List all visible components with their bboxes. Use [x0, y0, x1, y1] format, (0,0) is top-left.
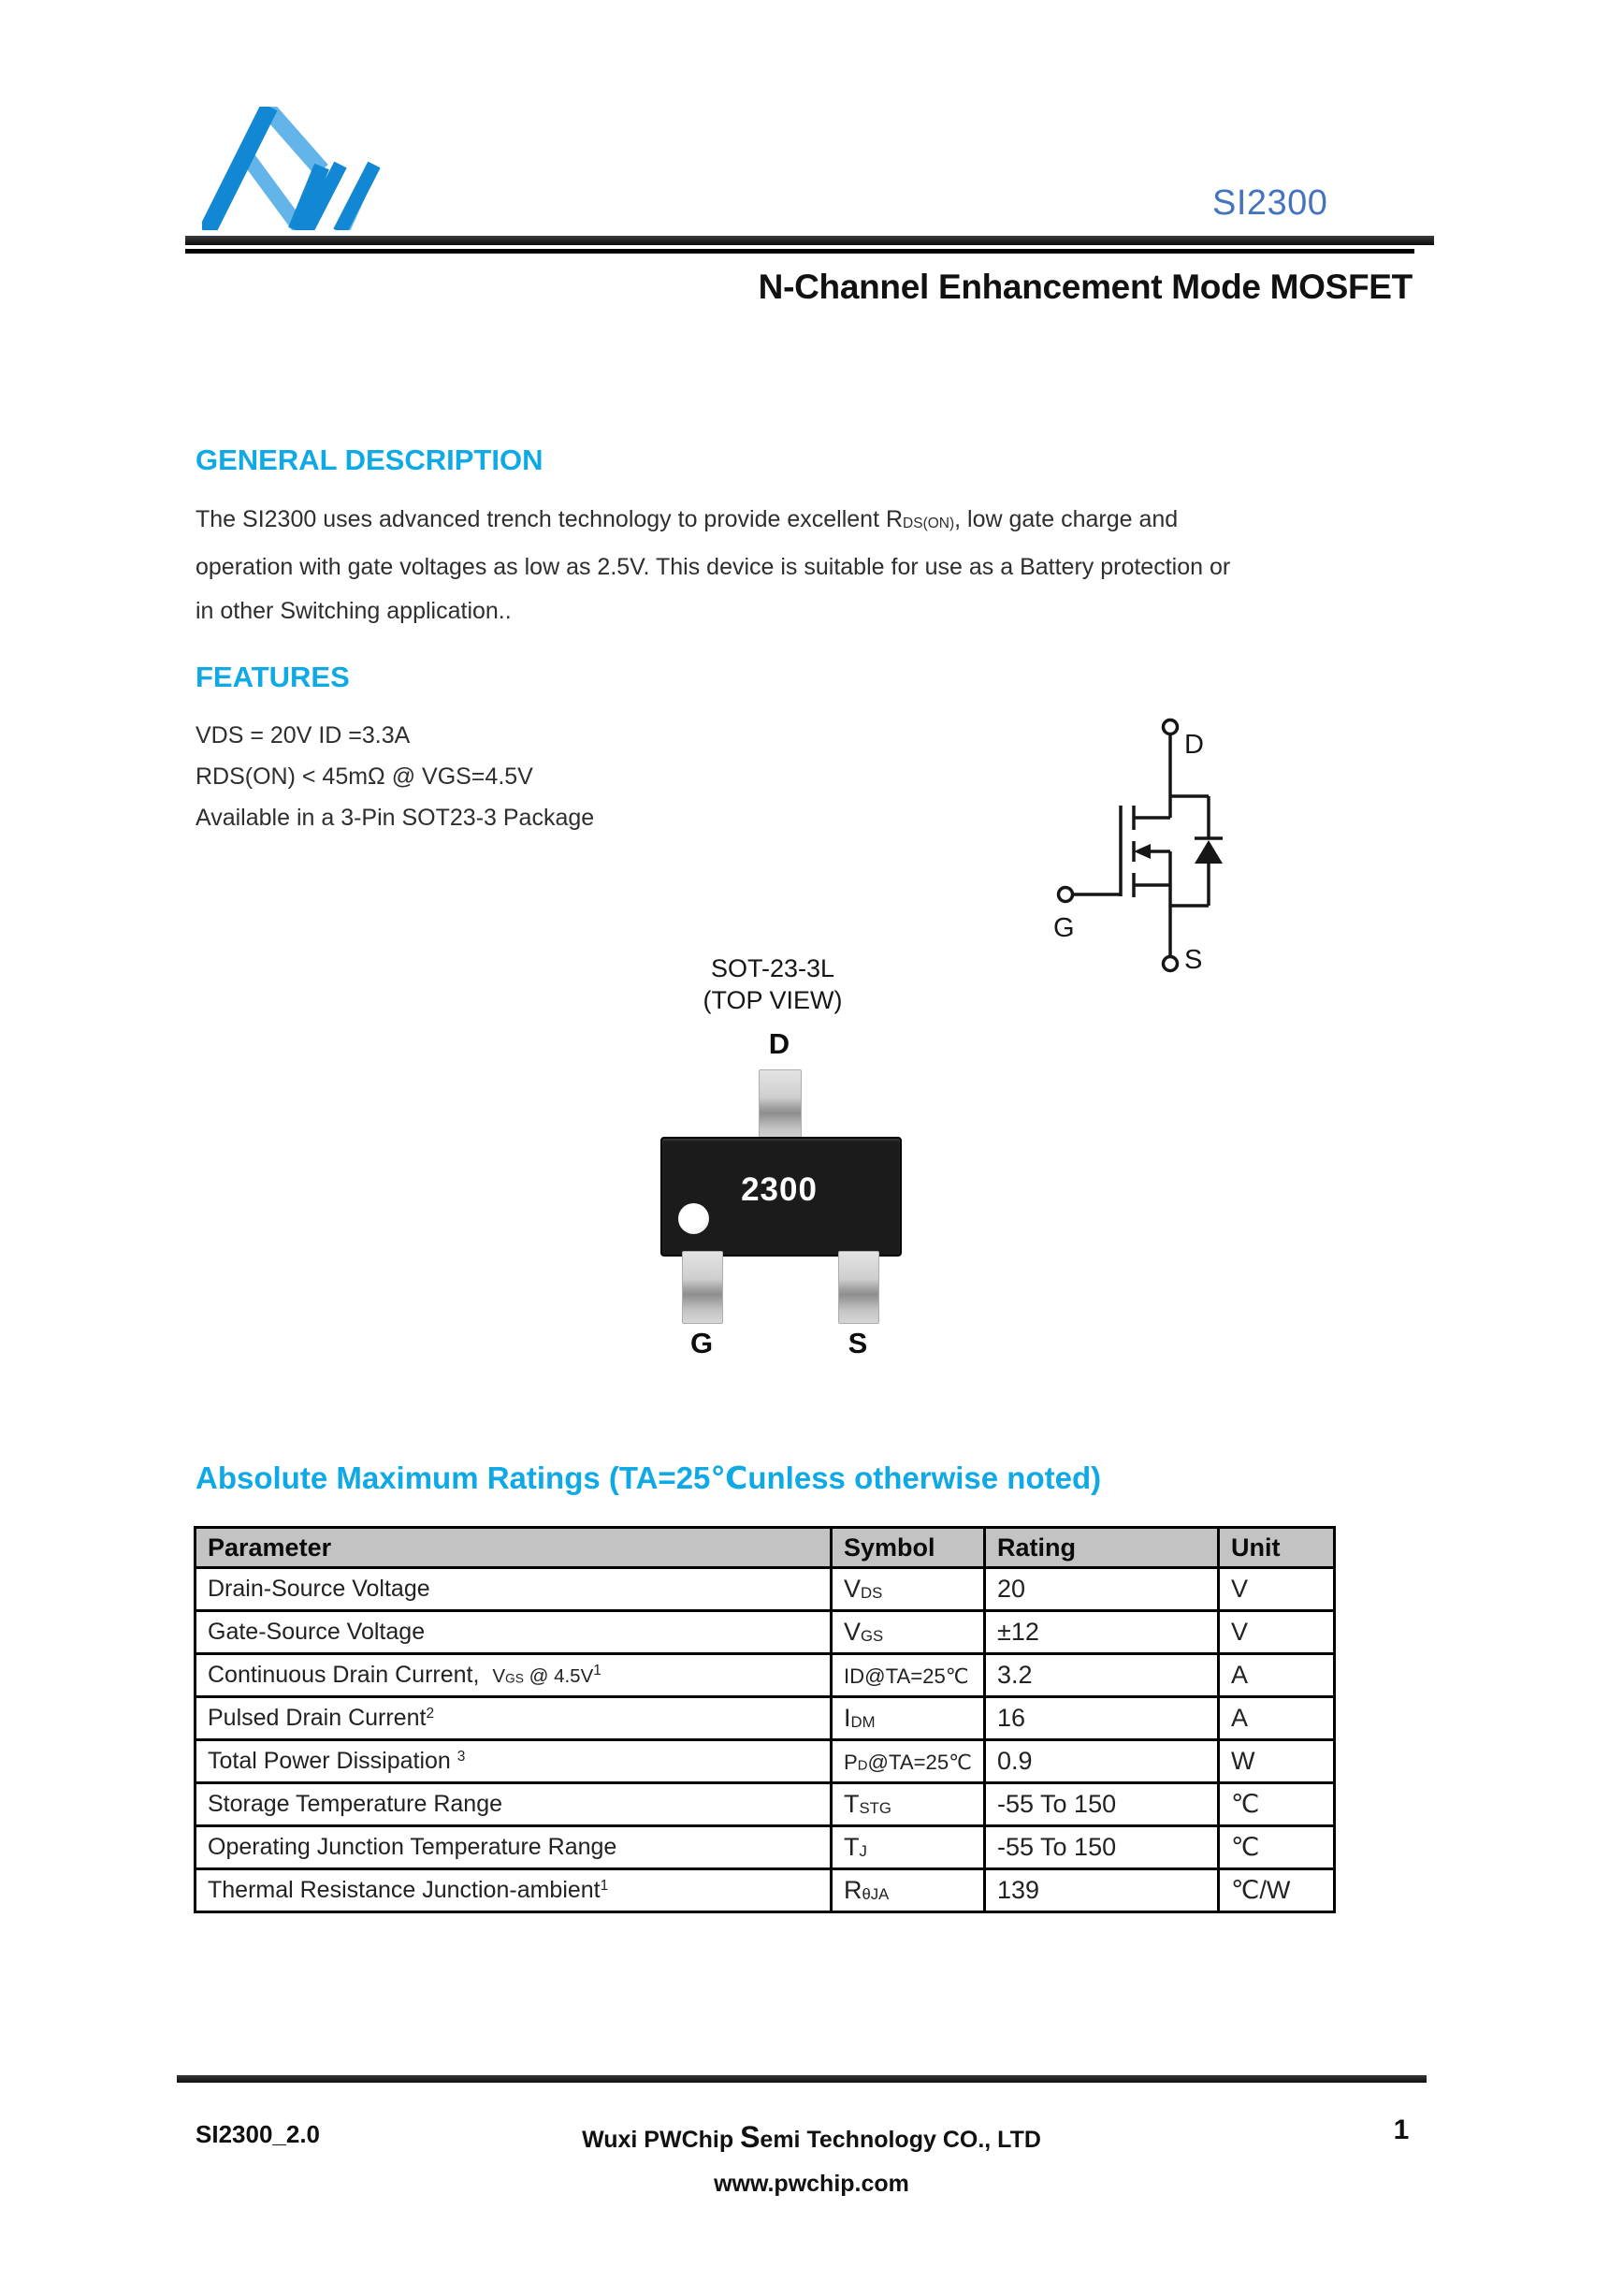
- cell-parameter: Gate-Source Voltage: [196, 1611, 832, 1654]
- description-line-1: The SI2300 uses advanced trench technology to provide excellent RDS(ON), low gate charge and: [196, 506, 1179, 532]
- cell-parameter: Pulsed Drain Current$^2$: [196, 1697, 832, 1740]
- table-row: [196, 1783, 1335, 1826]
- cell-parameter: Total Power Dissipation $^3$: [196, 1740, 832, 1783]
- cell-symbol: PD@TA=25℃: [832, 1740, 985, 1783]
- header-rule-thin: [185, 249, 1414, 254]
- general-description-heading: GENERAL DESCRIPTION: [196, 443, 543, 476]
- cell-rating: 139: [985, 1869, 1219, 1912]
- footer-company: Wuxi PWChip Semi Technology CO., LTD: [582, 2120, 1041, 2154]
- cell-symbol: TSTG: [832, 1783, 985, 1826]
- footer-doc-id: SI2300_2.0: [196, 2120, 321, 2148]
- package-caption: [632, 952, 913, 1016]
- schematic-source-label: S: [1184, 945, 1203, 975]
- package-view: (TOP VIEW): [703, 986, 843, 1014]
- column-header-symbol: Symbol: [832, 1528, 985, 1568]
- feature-item: Available in a 3-Pin SOT23-3 Package: [196, 805, 595, 831]
- column-header-unit: Unit: [1219, 1528, 1335, 1568]
- cell-unit: ℃: [1219, 1783, 1335, 1826]
- package-pin-gate: [682, 1251, 723, 1324]
- package-marking: 2300: [741, 1171, 818, 1208]
- general-description-body: [196, 498, 1230, 633]
- cell-parameter: Drain-Source Voltage: [196, 1568, 832, 1611]
- cell-symbol: VGS: [832, 1611, 985, 1654]
- cell-unit: V: [1219, 1568, 1335, 1611]
- column-header-rating: Rating: [985, 1528, 1219, 1568]
- ratings-table: [194, 1526, 1336, 1913]
- product-code: SI2300: [1212, 183, 1328, 223]
- table-row: [196, 1568, 1335, 1611]
- table-row: [196, 1740, 1335, 1783]
- pwchip-logo: [202, 107, 384, 230]
- table-header-row: [196, 1528, 1335, 1568]
- cell-unit: A: [1219, 1697, 1335, 1740]
- schematic-gate-label: G: [1053, 913, 1075, 943]
- cell-parameter: Operating Junction Temperature Range: [196, 1826, 832, 1869]
- cell-parameter: Storage Temperature Range: [196, 1783, 832, 1826]
- footer-rule: [177, 2075, 1427, 2083]
- cell-rating: 3.2: [985, 1654, 1219, 1697]
- description-line-3: in other Switching application..: [196, 597, 512, 624]
- table-row: [196, 1697, 1335, 1740]
- cell-rating: 16: [985, 1697, 1219, 1740]
- cell-rating: -55 To 150: [985, 1783, 1219, 1826]
- description-line-2: operation with gate voltages as low as 2.5V. This device is suitable for use as a Battery protection or: [196, 553, 1231, 580]
- footer-page-number: 1: [1393, 2114, 1410, 2145]
- header-rule-thick: [185, 236, 1434, 245]
- feature-item: RDS(ON) < 45mΩ @ VGS=4.5V: [196, 763, 533, 790]
- body-diode-icon: [1195, 840, 1223, 864]
- cell-symbol: TJ: [832, 1826, 985, 1869]
- package-pin-drain: [759, 1069, 802, 1142]
- table-row: [196, 1869, 1335, 1912]
- ratings-heading: Absolute Maximum Ratings (TA=25℃unless otherwise noted): [196, 1460, 1102, 1495]
- column-header-parameter: Parameter: [196, 1528, 832, 1568]
- cell-unit: A: [1219, 1654, 1335, 1697]
- cell-symbol: IDM: [832, 1697, 985, 1740]
- pin1-dot-icon: [678, 1203, 709, 1234]
- table-row: [196, 1611, 1335, 1654]
- schematic-drain-label: D: [1184, 730, 1204, 760]
- cell-rating: ±12: [985, 1611, 1219, 1654]
- doc-title: N-Channel Enhancement Mode MOSFET: [758, 268, 1413, 306]
- cell-rating: 0.9: [985, 1740, 1219, 1783]
- features-heading: FEATURES: [196, 661, 350, 693]
- cell-symbol: ID@TA=25℃: [832, 1654, 985, 1697]
- cell-unit: ℃/W: [1219, 1869, 1335, 1912]
- features-list: [196, 715, 594, 838]
- cell-parameter: Continuous Drain Current, VGS @ $4.5V^1$: [196, 1654, 832, 1697]
- gate-arrow-icon: [1134, 844, 1151, 859]
- cell-symbol: RθJA: [832, 1869, 985, 1912]
- table-row: [196, 1826, 1335, 1869]
- package-name: SOT-23-3L: [710, 954, 835, 982]
- mosfet-schematic: [1048, 709, 1253, 990]
- feature-item: VDS = 20V ID =3.3A: [196, 722, 411, 748]
- footer-website: www.pwchip.com: [714, 2171, 909, 2197]
- cell-unit: W: [1219, 1740, 1335, 1783]
- cell-rating: -55 To 150: [985, 1826, 1219, 1869]
- cell-unit: V: [1219, 1611, 1335, 1654]
- cell-rating: 20: [985, 1568, 1219, 1611]
- package-pin-label-g: G: [689, 1327, 714, 1359]
- cell-symbol: VDS: [832, 1568, 985, 1611]
- package-pin-label-d: D: [768, 1027, 790, 1060]
- table-row: [196, 1654, 1335, 1697]
- package-pin-label-s: S: [848, 1327, 868, 1359]
- cell-parameter: Thermal Resistance Junction-ambient$^1$: [196, 1869, 832, 1912]
- package-pin-source: [838, 1251, 879, 1324]
- cell-unit: ℃: [1219, 1826, 1335, 1869]
